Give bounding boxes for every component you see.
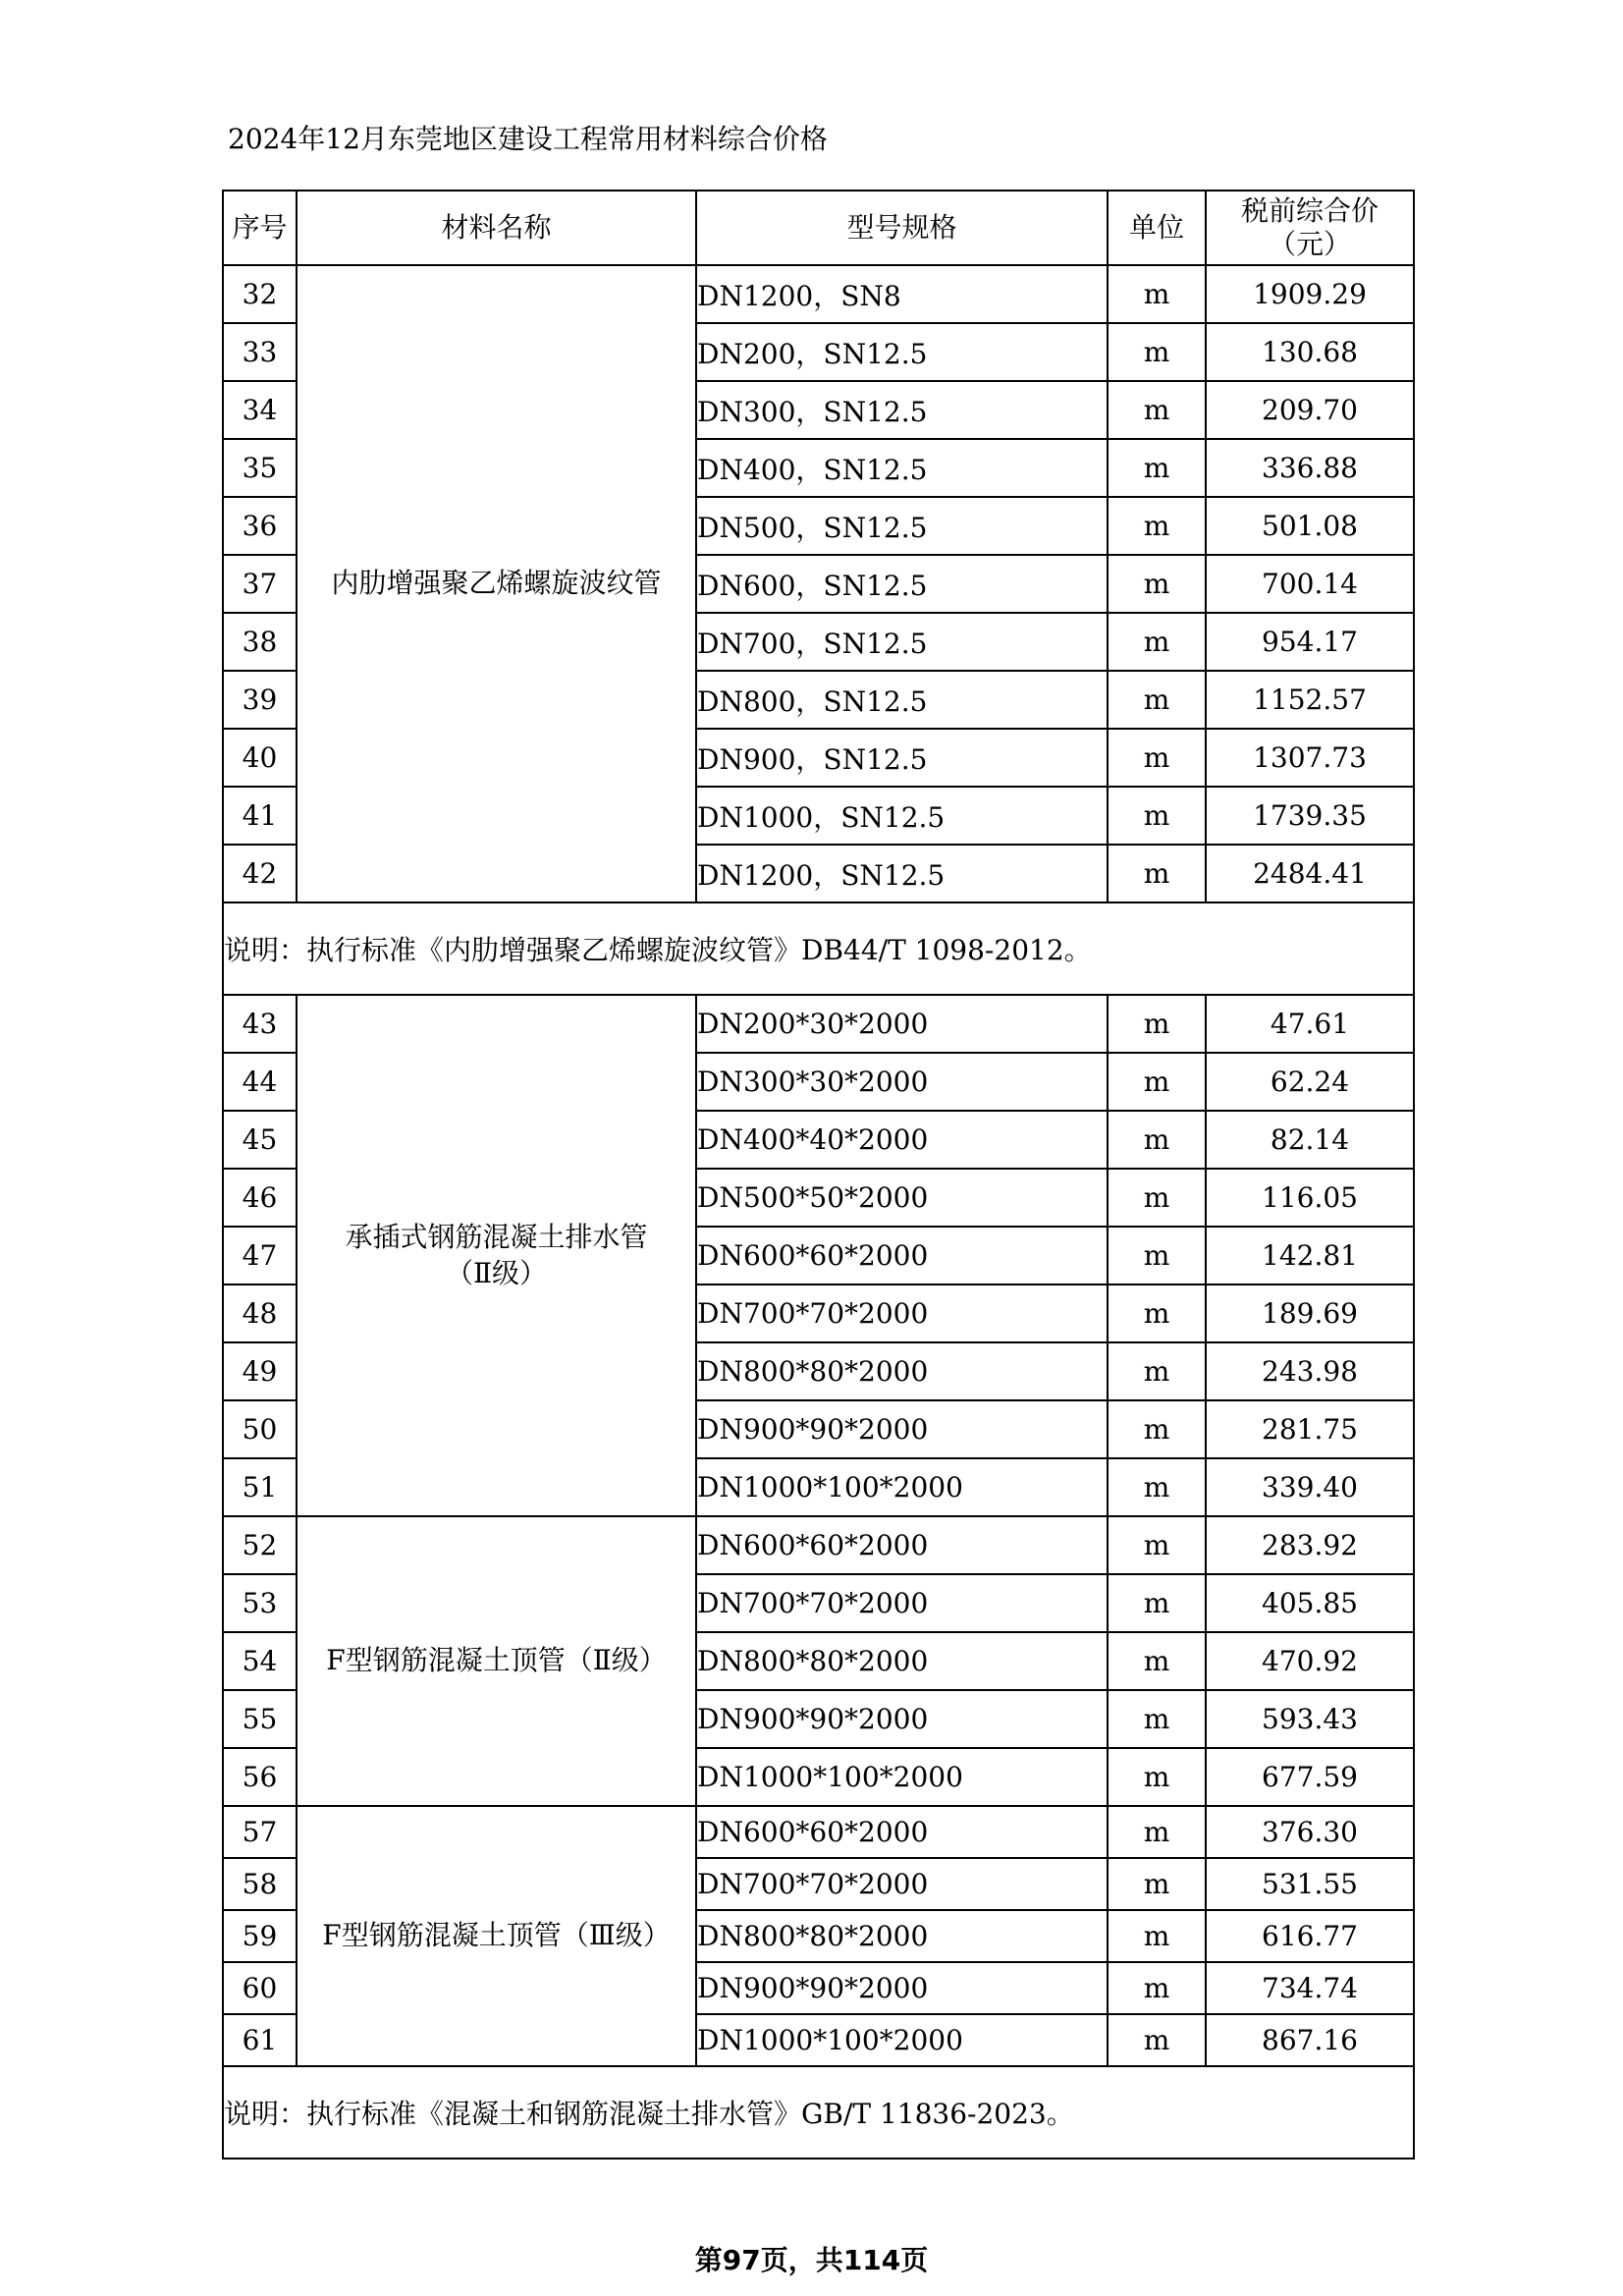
spec-cell: DN1200，SN12.5 xyxy=(696,845,1108,902)
standard-note: 说明：执行标准《内肋增强聚乙烯螺旋波纹管》DB44/T 1098-2012。 xyxy=(223,902,1414,995)
price-cell: 593.43 xyxy=(1206,1690,1414,1748)
unit-cell: m xyxy=(1108,1574,1206,1632)
row-number: 36 xyxy=(223,497,297,555)
price-cell: 405.85 xyxy=(1206,1574,1414,1632)
material-name xyxy=(297,265,696,902)
material-name xyxy=(297,995,696,1516)
price-cell: 336.88 xyxy=(1206,439,1414,497)
spec-cell: DN1000*100*2000 xyxy=(696,2014,1108,2066)
table-header-row xyxy=(223,191,1414,265)
unit-cell: m xyxy=(1108,1227,1206,1285)
price-cell: 1152.57 xyxy=(1206,671,1414,729)
price-cell: 281.75 xyxy=(1206,1400,1414,1458)
table-row xyxy=(223,1516,1414,1574)
row-number: 52 xyxy=(223,1516,297,1574)
spec-cell: DN200，SN12.5 xyxy=(696,323,1108,381)
row-number: 60 xyxy=(223,1962,297,2014)
row-number: 40 xyxy=(223,729,297,787)
unit-cell: m xyxy=(1108,497,1206,555)
price-cell: 1909.29 xyxy=(1206,265,1414,323)
unit-cell: m xyxy=(1108,787,1206,845)
unit-cell: m xyxy=(1108,1910,1206,1962)
unit-cell: m xyxy=(1108,1516,1206,1574)
spec-cell: DN800，SN12.5 xyxy=(696,671,1108,729)
row-number: 42 xyxy=(223,845,297,902)
row-number: 34 xyxy=(223,381,297,439)
table-row xyxy=(223,1806,1414,1858)
unit-cell: m xyxy=(1108,1169,1206,1227)
row-number: 43 xyxy=(223,995,297,1053)
spec-cell: DN1000*100*2000 xyxy=(696,1748,1108,1806)
price-cell: 700.14 xyxy=(1206,555,1414,613)
price-cell: 82.14 xyxy=(1206,1111,1414,1169)
unit-cell: m xyxy=(1108,613,1206,671)
price-cell: 130.68 xyxy=(1206,323,1414,381)
row-number: 33 xyxy=(223,323,297,381)
unit-cell: m xyxy=(1108,381,1206,439)
unit-cell: m xyxy=(1108,265,1206,323)
price-cell: 867.16 xyxy=(1206,2014,1414,2066)
spec-cell: DN1200，SN8 xyxy=(696,265,1108,323)
unit-cell: m xyxy=(1108,1458,1206,1516)
spec-cell: DN700*70*2000 xyxy=(696,1574,1108,1632)
header-price xyxy=(1206,191,1414,265)
row-number: 47 xyxy=(223,1227,297,1285)
header-spec: 型号规格 xyxy=(696,191,1108,265)
row-number: 48 xyxy=(223,1285,297,1342)
page-title: 2024年12月东莞地区建设工程常用材料综合价格 xyxy=(228,123,828,155)
price-cell: 243.98 xyxy=(1206,1342,1414,1400)
unit-cell: m xyxy=(1108,439,1206,497)
row-number: 61 xyxy=(223,2014,297,2066)
spec-cell: DN1000，SN12.5 xyxy=(696,787,1108,845)
material-name xyxy=(297,1516,696,1806)
unit-cell: m xyxy=(1108,845,1206,902)
row-number: 32 xyxy=(223,265,297,323)
price-cell: 531.55 xyxy=(1206,1858,1414,1910)
unit-cell: m xyxy=(1108,995,1206,1053)
row-number: 54 xyxy=(223,1632,297,1690)
unit-cell: m xyxy=(1108,1632,1206,1690)
row-number: 35 xyxy=(223,439,297,497)
spec-cell: DN900，SN12.5 xyxy=(696,729,1108,787)
spec-cell: DN400*40*2000 xyxy=(696,1111,1108,1169)
spec-cell: DN600*60*2000 xyxy=(696,1516,1108,1574)
table-body xyxy=(223,265,1414,2159)
price-cell: 62.24 xyxy=(1206,1053,1414,1111)
unit-cell: m xyxy=(1108,555,1206,613)
row-number: 55 xyxy=(223,1690,297,1748)
row-number: 46 xyxy=(223,1169,297,1227)
note-row xyxy=(223,2066,1414,2159)
price-cell: 734.74 xyxy=(1206,1962,1414,2014)
header-no: 序号 xyxy=(223,191,297,265)
spec-cell: DN500，SN12.5 xyxy=(696,497,1108,555)
header-unit: 单位 xyxy=(1108,191,1206,265)
price-cell: 616.77 xyxy=(1206,1910,1414,1962)
spec-cell: DN700*70*2000 xyxy=(696,1285,1108,1342)
unit-cell: m xyxy=(1108,1053,1206,1111)
page-number: 第97页，共114页 xyxy=(694,2244,929,2276)
price-cell: 283.92 xyxy=(1206,1516,1414,1574)
price-cell: 142.81 xyxy=(1206,1227,1414,1285)
material-name-line1: F型钢筋混凝土顶管（Ⅲ级） xyxy=(322,1919,671,1952)
unit-cell: m xyxy=(1108,1400,1206,1458)
unit-cell: m xyxy=(1108,729,1206,787)
unit-cell: m xyxy=(1108,671,1206,729)
price-cell: 209.70 xyxy=(1206,381,1414,439)
standard-note: 说明：执行标准《混凝土和钢筋混凝土排水管》GB/T 11836-2023。 xyxy=(223,2066,1414,2159)
spec-cell: DN800*80*2000 xyxy=(696,1342,1108,1400)
spec-cell: DN600*60*2000 xyxy=(696,1806,1108,1858)
spec-cell: DN700，SN12.5 xyxy=(696,613,1108,671)
row-number: 45 xyxy=(223,1111,297,1169)
row-number: 56 xyxy=(223,1748,297,1806)
spec-cell: DN600*60*2000 xyxy=(696,1227,1108,1285)
spec-cell: DN800*80*2000 xyxy=(696,1632,1108,1690)
note-row xyxy=(223,902,1414,995)
table-row xyxy=(223,995,1414,1053)
price-cell: 2484.41 xyxy=(1206,845,1414,902)
material-name-line1: 内肋增强聚乙烯螺旋波纹管 xyxy=(331,567,662,600)
material-name xyxy=(297,1806,696,2066)
unit-cell: m xyxy=(1108,1962,1206,2014)
spec-cell: DN300*30*2000 xyxy=(696,1053,1108,1111)
header-price-line1: 税前综合价 xyxy=(1240,194,1379,228)
price-table xyxy=(222,190,1415,2159)
spec-cell: DN700*70*2000 xyxy=(696,1858,1108,1910)
row-number: 57 xyxy=(223,1806,297,1858)
row-number: 59 xyxy=(223,1910,297,1962)
material-name-line1: F型钢筋混凝土顶管（Ⅱ级） xyxy=(326,1644,667,1677)
price-cell: 470.92 xyxy=(1206,1632,1414,1690)
row-number: 51 xyxy=(223,1458,297,1516)
price-cell: 501.08 xyxy=(1206,497,1414,555)
row-number: 53 xyxy=(223,1574,297,1632)
header-material-name: 材料名称 xyxy=(297,191,696,265)
price-cell: 1307.73 xyxy=(1206,729,1414,787)
material-name-line1: 承插式钢筋混凝土排水管 xyxy=(345,1221,648,1254)
spec-cell: DN900*90*2000 xyxy=(696,1400,1108,1458)
price-cell: 116.05 xyxy=(1206,1169,1414,1227)
spec-cell: DN900*90*2000 xyxy=(696,1690,1108,1748)
spec-cell: DN300，SN12.5 xyxy=(696,381,1108,439)
row-number: 58 xyxy=(223,1858,297,1910)
page-footer xyxy=(0,2239,1623,2278)
unit-cell: m xyxy=(1108,1748,1206,1806)
spec-cell: DN600，SN12.5 xyxy=(696,555,1108,613)
spec-cell: DN800*80*2000 xyxy=(696,1910,1108,1962)
spec-cell: DN400，SN12.5 xyxy=(696,439,1108,497)
spec-cell: DN500*50*2000 xyxy=(696,1169,1108,1227)
price-cell: 339.40 xyxy=(1206,1458,1414,1516)
price-cell: 677.59 xyxy=(1206,1748,1414,1806)
row-number: 37 xyxy=(223,555,297,613)
unit-cell: m xyxy=(1108,1858,1206,1910)
row-number: 41 xyxy=(223,787,297,845)
unit-cell: m xyxy=(1108,1806,1206,1858)
table-row xyxy=(223,265,1414,323)
spec-cell: DN200*30*2000 xyxy=(696,995,1108,1053)
row-number: 38 xyxy=(223,613,297,671)
row-number: 50 xyxy=(223,1400,297,1458)
spec-cell: DN900*90*2000 xyxy=(696,1962,1108,2014)
price-cell: 1739.35 xyxy=(1206,787,1414,845)
unit-cell: m xyxy=(1108,1690,1206,1748)
spec-cell: DN1000*100*2000 xyxy=(696,1458,1108,1516)
material-name-line2: （Ⅱ级） xyxy=(445,1256,548,1289)
price-cell: 376.30 xyxy=(1206,1806,1414,1858)
unit-cell: m xyxy=(1108,323,1206,381)
price-cell: 954.17 xyxy=(1206,613,1414,671)
price-cell: 189.69 xyxy=(1206,1285,1414,1342)
price-cell: 47.61 xyxy=(1206,995,1414,1053)
unit-cell: m xyxy=(1108,2014,1206,2066)
row-number: 39 xyxy=(223,671,297,729)
unit-cell: m xyxy=(1108,1285,1206,1342)
unit-cell: m xyxy=(1108,1342,1206,1400)
unit-cell: m xyxy=(1108,1111,1206,1169)
row-number: 49 xyxy=(223,1342,297,1400)
header-price-line2: （元） xyxy=(1268,228,1351,260)
row-number: 44 xyxy=(223,1053,297,1111)
